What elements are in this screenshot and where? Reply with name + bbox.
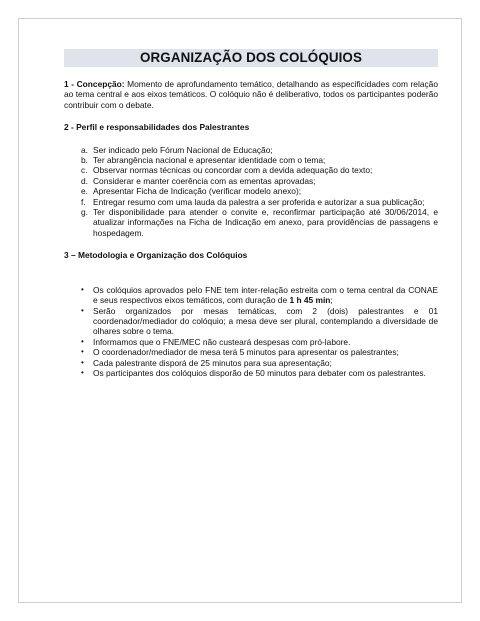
- bullet-item-text: Cada palestrante disporá de 25 minutos para sua apresentação;: [93, 357, 332, 368]
- bullet-item: [81, 358, 438, 368]
- concepcao-text: Momento de aprofundamento temático, detalhando as especificidades com relação ao tema central e aos eixos temáticos. O colóquio não é deliberativo, todos os participantes poderão contribuir com o debate.: [64, 79, 438, 110]
- concepcao-label: 1 - Concepção:: [64, 79, 125, 89]
- bullet-item-text: Serão organizados por mesas temáticas, com 2 (dois) palestrantes e 01 coordenador/mediador do colóquio; a mesa deve ser plural, contemplando a diversidade de olhares sobre o tema.: [93, 305, 438, 337]
- list-marker: a.: [81, 144, 88, 155]
- bullet-text-part: Os colóquios aprovados pelo FNE tem inter-relação estreita com o tema central da CONAE e seus respectivos eixos temáticos, com duração de: [93, 284, 438, 306]
- bullet-icon: •: [81, 347, 84, 357]
- document-content: [64, 49, 438, 378]
- list-item: [81, 207, 438, 238]
- palestrantes-list: [64, 145, 438, 239]
- list-item-text: Considerar e manter coerência com as ementas aprovadas;: [93, 175, 316, 186]
- list-marker: g.: [81, 207, 88, 218]
- list-marker: f.: [81, 196, 86, 207]
- list-item: [81, 176, 438, 186]
- bullet-item-text: Informamos que o FNE/MEC não custeará despesas com pró-labore.: [93, 336, 351, 347]
- bullet-icon: •: [81, 367, 84, 377]
- list-item: [81, 155, 438, 165]
- bullet-item: [81, 337, 438, 347]
- metodologia-list: [64, 285, 438, 379]
- title-bar: [64, 49, 438, 67]
- list-item-text: Ter abrangência nacional e apresentar identidade com o tema;: [93, 155, 326, 166]
- list-item: [81, 197, 438, 207]
- list-item-text: Entregar resumo com uma lauda da palestra a ser proferida e autorizar a sua publicação;: [93, 196, 425, 207]
- bullet-text-end: ;: [330, 295, 333, 306]
- bullet-item-text: [93, 285, 438, 306]
- bullet-icon: •: [81, 305, 84, 315]
- list-marker: b.: [81, 155, 88, 166]
- list-item-text: Observar normas técnicas ou concordar com a devida adequação do texto;: [93, 165, 373, 176]
- bullet-item: [81, 306, 438, 337]
- section-concepcao: [64, 79, 438, 110]
- list-item-text: Ter disponibilidade para atender o convite e, reconfirmar participação até 30/06/2014, e atualizar informações na Ficha de Indicação em anexo, para providências de passagens e hospedagem.: [93, 207, 438, 238]
- duration-value: 1 h 45 min: [289, 295, 331, 306]
- bullet-icon: •: [81, 357, 84, 367]
- bullet-item: [81, 347, 438, 357]
- list-marker: e.: [81, 186, 88, 197]
- list-item: [81, 145, 438, 155]
- bullet-item-text: O coordenador/mediador de mesa terá 5 minutos para apresentar os palestrantes;: [93, 347, 399, 358]
- section-heading-palestrantes: 2 - Perfil e responsabilidades dos Palestrantes: [64, 122, 250, 133]
- section-heading-metodologia: 3 – Metodologia e Organização dos Colóquios: [64, 250, 248, 261]
- list-marker: d.: [81, 175, 88, 186]
- list-item: [81, 165, 438, 175]
- spacer: [64, 273, 438, 285]
- list-marker: c.: [81, 165, 88, 176]
- bullet-icon: •: [81, 336, 84, 346]
- list-item: [81, 186, 438, 196]
- page-title: ORGANIZAÇÃO DOS COLÓQUIOS: [140, 50, 362, 65]
- list-item-text: Ser indicado pelo Fórum Nacional de Educação;: [93, 144, 273, 155]
- list-item-text: Apresentar Ficha de Indicação (verificar modelo anexo);: [93, 186, 302, 197]
- bullet-item: [81, 368, 438, 378]
- bullet-item: [81, 285, 438, 306]
- bullet-icon: •: [81, 284, 84, 294]
- bullet-item-text: Os participantes dos colóquios disporão de 50 minutos para debater com os palestrantes.: [93, 367, 426, 378]
